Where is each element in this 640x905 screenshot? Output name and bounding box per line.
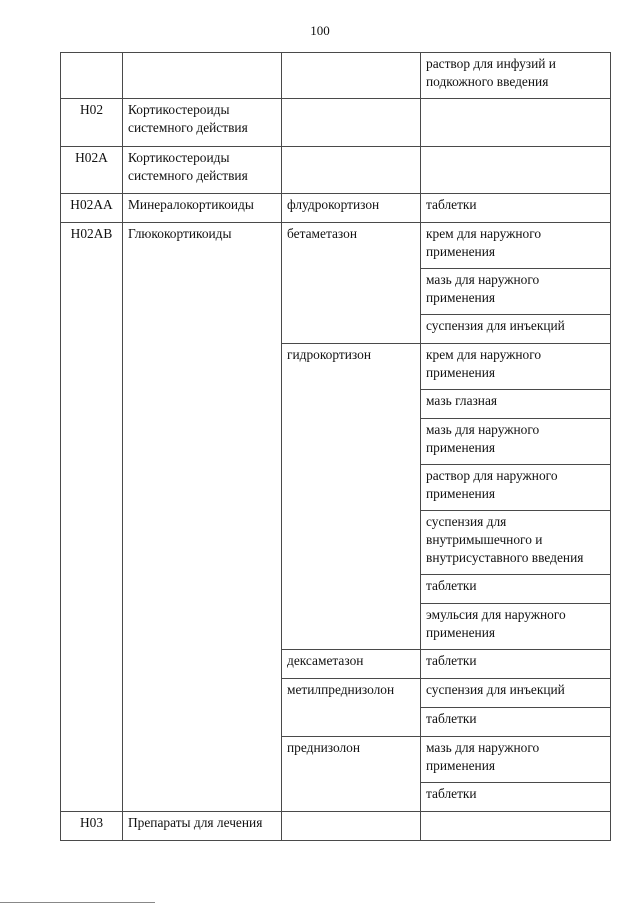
dosage-form-cell xyxy=(421,147,611,194)
dosage-form-cell: крем для наружного применения xyxy=(421,344,611,390)
page-number: 100 xyxy=(310,23,330,38)
dosage-form-cell: мазь для наружного применения xyxy=(421,419,611,465)
dosage-form-cell: эмульсия для наружного применения xyxy=(421,604,611,650)
group-cell: Кортикостероиды системного действия xyxy=(123,147,282,194)
table-row xyxy=(61,223,611,269)
dosage-form-cell: мазь для наружного применения xyxy=(421,737,611,783)
dosage-form-cell: мазь глазная xyxy=(421,390,611,419)
atc-code-cell: H02AA xyxy=(61,194,123,223)
footnote-rule xyxy=(0,902,155,903)
dosage-form-cell: крем для наружного применения xyxy=(421,223,611,269)
dosage-form-cell: таблетки xyxy=(421,783,611,812)
dosage-form-cell xyxy=(421,99,611,147)
dosage-form-cell: мазь для наружного применения xyxy=(421,269,611,315)
table-row xyxy=(61,147,611,194)
dosage-form-cell: таблетки xyxy=(421,194,611,223)
atc-code-cell: H03 xyxy=(61,812,123,841)
substance-cell xyxy=(282,99,421,147)
atc-code-cell: H02A xyxy=(61,147,123,194)
substance-cell xyxy=(282,53,421,99)
group-cell xyxy=(123,53,282,99)
dosage-form-cell: таблетки xyxy=(421,650,611,679)
group-cell: Препараты для лечения xyxy=(123,812,282,841)
group-cell: Минералокортикоиды xyxy=(123,194,282,223)
substance-cell: флудрокортизон xyxy=(282,194,421,223)
table-row xyxy=(61,99,611,147)
dosage-form-cell: суспензия для внутримышечного и внутрисуставного введения xyxy=(421,511,611,575)
substance-cell: бетаметазон xyxy=(282,223,421,344)
substance-cell xyxy=(282,147,421,194)
substance-cell: дексаметазон xyxy=(282,650,421,679)
table-row xyxy=(61,53,611,99)
dosage-form-cell: раствор для инфузий и подкожного введения xyxy=(421,53,611,99)
substance-cell xyxy=(282,812,421,841)
drug-table xyxy=(60,52,611,841)
dosage-form-cell: таблетки xyxy=(421,708,611,737)
table-row xyxy=(61,812,611,841)
substance-cell: преднизолон xyxy=(282,737,421,812)
group-cell: Глюкокортикоиды xyxy=(123,223,282,812)
dosage-form-cell: раствор для наружного применения xyxy=(421,465,611,511)
atc-code-cell: H02AB xyxy=(61,223,123,812)
dosage-form-cell: таблетки xyxy=(421,575,611,604)
substance-cell: метилпреднизолон xyxy=(282,679,421,737)
table-row xyxy=(61,194,611,223)
group-cell: Кортикостероиды системного действия xyxy=(123,99,282,147)
atc-code-cell: H02 xyxy=(61,99,123,147)
dosage-form-cell: суспензия для инъекций xyxy=(421,315,611,344)
atc-code-cell xyxy=(61,53,123,99)
substance-cell: гидрокортизон xyxy=(282,344,421,650)
dosage-form-cell: суспензия для инъекций xyxy=(421,679,611,708)
dosage-form-cell xyxy=(421,812,611,841)
